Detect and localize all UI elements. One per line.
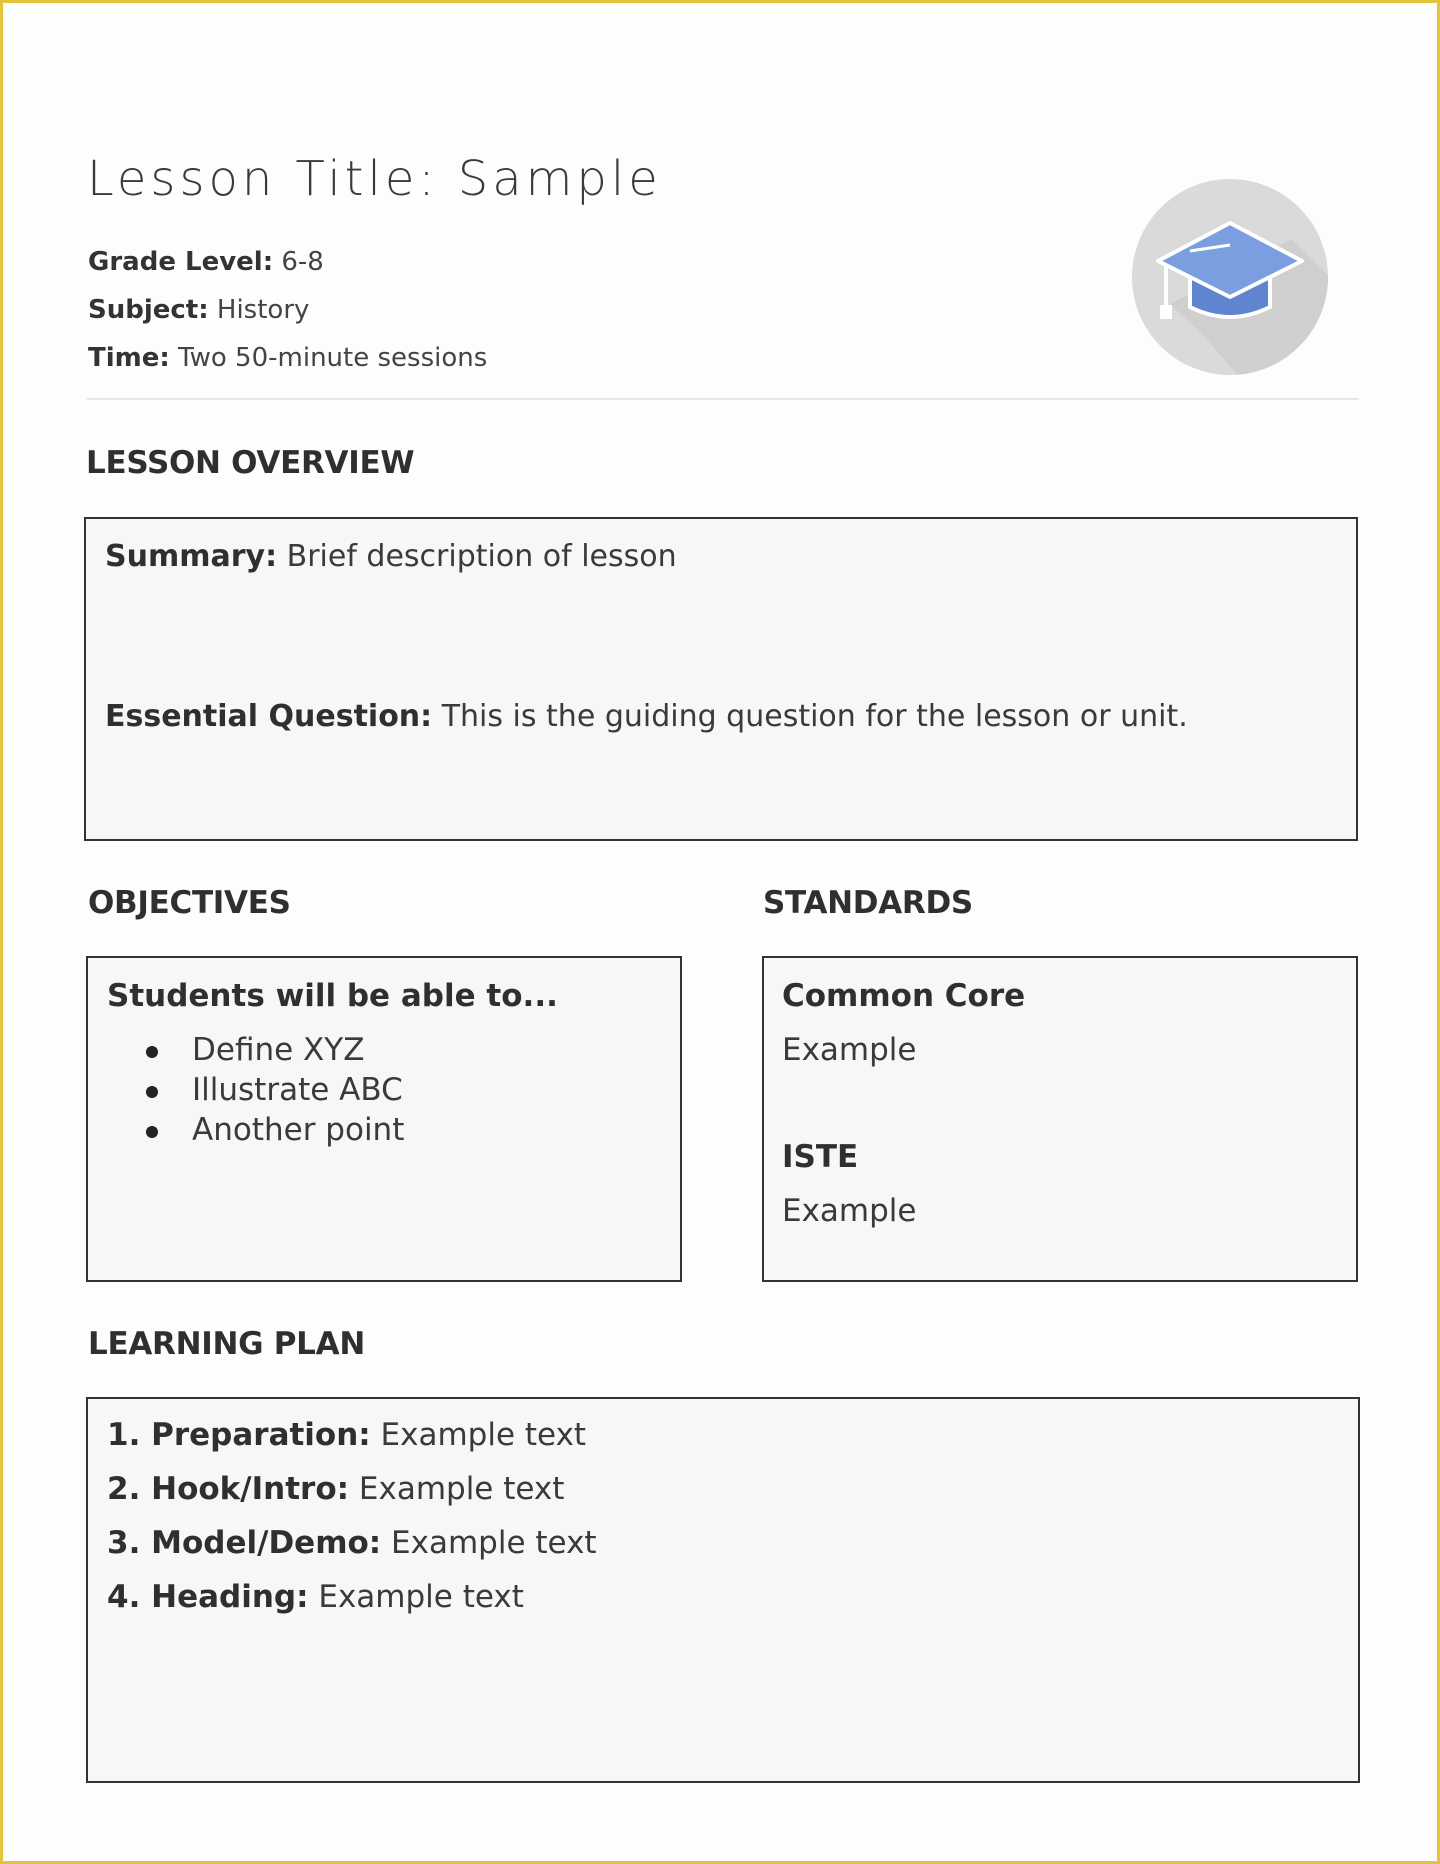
plan-step-preparation xyxy=(107,1417,586,1453)
objectives-box xyxy=(86,956,682,1282)
plan-step-heading xyxy=(107,1579,524,1615)
plan-step-label: 1. Preparation: xyxy=(107,1417,371,1453)
time-line xyxy=(88,343,487,373)
essential-question-line xyxy=(105,699,1188,734)
plan-step-label: 3. Model/Demo: xyxy=(107,1525,382,1561)
standards-box xyxy=(762,956,1358,1282)
objective-text: Define XYZ xyxy=(192,1032,365,1068)
bullet-icon xyxy=(146,1086,158,1098)
time-value: Two 50-minute sessions xyxy=(169,343,488,373)
subject-value: History xyxy=(208,295,310,325)
plan-step-value: Example text xyxy=(370,1417,587,1453)
subject-line xyxy=(88,295,309,325)
plan-step-label: 2. Hook/Intro: xyxy=(107,1471,350,1507)
common-core-value: Example xyxy=(782,1032,917,1068)
objective-text: Illustrate ABC xyxy=(192,1072,403,1108)
grade-level-label: Grade Level: xyxy=(88,247,274,277)
grade-level-line xyxy=(88,247,324,277)
learning-plan-box xyxy=(86,1397,1360,1783)
graduation-cap-icon xyxy=(1132,179,1328,375)
plan-step-value: Example text xyxy=(349,1471,565,1507)
common-core-label: Common Core xyxy=(782,978,1026,1014)
lesson-title: Lesson Title: Sample xyxy=(87,151,662,207)
iste-label: ISTE xyxy=(782,1139,859,1175)
list-item xyxy=(192,1112,404,1148)
bullet-icon xyxy=(146,1126,158,1138)
standards-heading: STANDARDS xyxy=(763,885,973,921)
essential-question-label: Essential Question: xyxy=(105,699,433,734)
list-item xyxy=(192,1072,403,1108)
time-label: Time: xyxy=(88,343,170,373)
lesson-overview-heading: LESSON OVERVIEW xyxy=(86,445,415,481)
lesson-overview-box xyxy=(84,517,1358,841)
list-item xyxy=(192,1032,364,1068)
objectives-intro: Students will be able to... xyxy=(107,978,558,1014)
plan-step-label: 4. Heading: xyxy=(107,1579,309,1615)
header-divider xyxy=(87,398,1359,400)
subject-label: Subject: xyxy=(88,295,209,325)
summary-line xyxy=(105,539,677,574)
grade-level-value: 6-8 xyxy=(273,247,324,277)
plan-step-hook xyxy=(107,1471,564,1507)
objectives-heading: OBJECTIVES xyxy=(88,885,291,921)
essential-question-value: This is the guiding question for the lesson or unit. xyxy=(432,699,1188,734)
summary-value: Brief description of lesson xyxy=(277,539,677,574)
bullet-icon xyxy=(146,1046,158,1058)
summary-label: Summary: xyxy=(105,539,278,574)
plan-step-value: Example text xyxy=(381,1525,597,1561)
plan-step-model xyxy=(107,1525,597,1561)
learning-plan-heading: LEARNING PLAN xyxy=(88,1326,365,1362)
iste-value: Example xyxy=(782,1193,917,1229)
objective-text: Another point xyxy=(192,1112,405,1148)
plan-step-value: Example text xyxy=(308,1579,524,1615)
